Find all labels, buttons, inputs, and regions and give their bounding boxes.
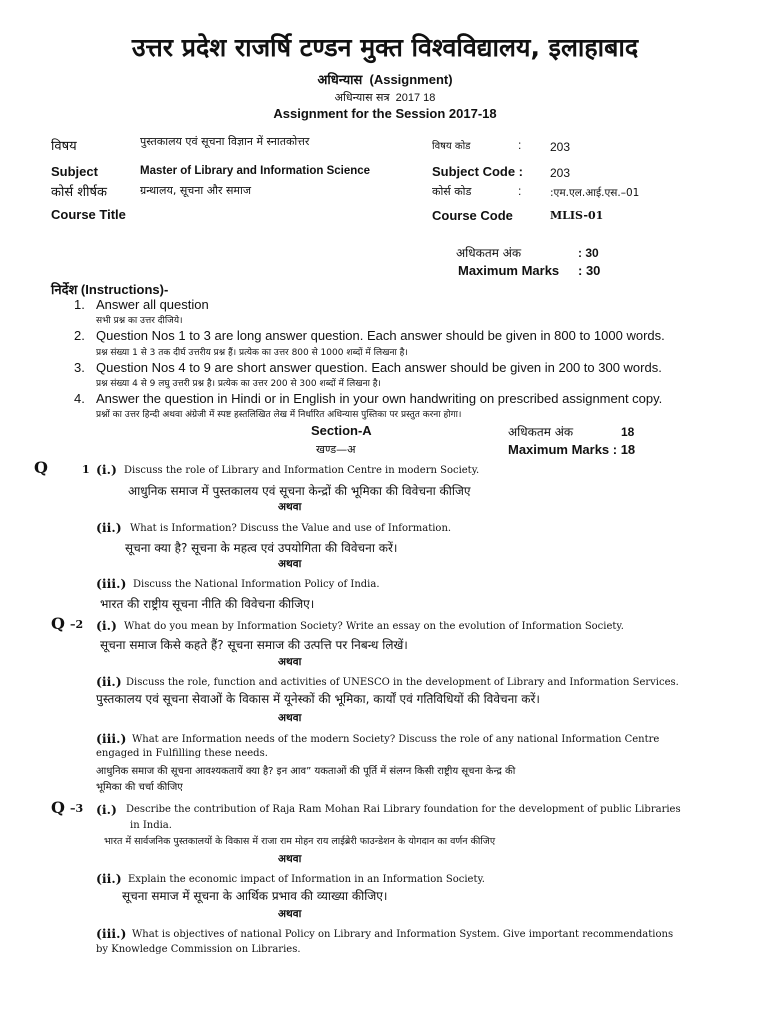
instruction-3-en: Question Nos 4 to 9 are short answer question. Each answer should be given in 200 to 300 words. bbox=[96, 360, 662, 375]
max-marks-hi: अधिकतम अंक bbox=[456, 246, 522, 260]
q1-part3-en: Discuss the National Information Policy of India. bbox=[133, 579, 380, 590]
q1-label: Q bbox=[34, 458, 48, 477]
or-separator: अथवा bbox=[278, 501, 302, 513]
instruction-2-en: Question Nos 1 to 3 are long answer question. Each answer should be given in 800 to 1000 words. bbox=[96, 328, 665, 343]
assignment-heading-hi: अधिन्यास bbox=[317, 73, 363, 88]
q3-part1-en-cont: in India. bbox=[130, 820, 172, 831]
q3-number: –3 bbox=[70, 802, 84, 815]
q1-part1-num: (i.) bbox=[96, 462, 117, 477]
session-hi bbox=[0, 90, 770, 105]
q3-part3-en-cont: by Knowledge Commission on Libraries. bbox=[96, 944, 301, 955]
subject-label-hi: विषय bbox=[51, 139, 77, 154]
section-max-hi: अधिकतम अंक bbox=[508, 425, 574, 439]
q3-part3-en: What is objectives of national Policy on Library and Information System. Give important recommendations bbox=[132, 929, 674, 940]
instruction-3-num: 3. bbox=[74, 360, 85, 375]
instruction-4-hi: प्रश्नों का उत्तर हिन्दी अथवा अंग्रेजी में स्पष्ट हस्तलिखित लेख में निर्धारित अधिन्यास पुस्तिका पर प्रस्तुत करना होगा। bbox=[96, 410, 462, 420]
instruction-3-hi: प्रश्न संख्या 4 से 9 लघु उत्तरी प्रश्न है। प्रत्येक का उत्तर 200 से 300 शब्दों में लिखना है। bbox=[96, 379, 381, 389]
or-separator: अथवा bbox=[278, 558, 302, 570]
session-year-hi: 2017 18 bbox=[395, 92, 436, 104]
course-label-en: Course Title bbox=[51, 207, 126, 222]
q2-part3-en: What are Information needs of the modern Society? Discuss the role of any national Information Centre bbox=[132, 734, 660, 745]
instruction-1-hi: सभी प्रश्न का उत्तर दीजिये। bbox=[96, 316, 183, 326]
q2-part3-num: (iii.) bbox=[96, 731, 127, 746]
course-label-hi: कोर्स शीर्षक bbox=[51, 185, 107, 200]
q1-number: 1 bbox=[82, 463, 90, 476]
max-marks-en-value: : 30 bbox=[578, 263, 601, 278]
session-label-hi: अधिन्यास सत्र bbox=[334, 91, 390, 104]
q2-part1-hi: सूचना समाज किसे कहते हैं? सूचना समाज की उत्पत्ति पर निबन्ध लिखें। bbox=[100, 638, 408, 652]
instruction-2-hi: प्रश्न संख्या 1 से 3 तक दीर्घ उत्तरीय प्रश्न हैं। प्रत्येक का उत्तर 800 से 1000 शब्दों में लिखना है। bbox=[96, 348, 408, 358]
q2-label: Q bbox=[51, 614, 65, 633]
subject-code-value-hi: 203 bbox=[550, 140, 571, 154]
q2-part2-num: (ii.) bbox=[96, 674, 122, 689]
q2-part3-hi-cont: भूमिका की चर्चा कीजिए bbox=[96, 782, 183, 793]
instruction-1-en: Answer all question bbox=[96, 297, 209, 312]
subject-code-colon-hi: : bbox=[518, 138, 522, 152]
q1-part3-hi: भारत की राष्ट्रीय सूचना नीति की विवेचना कीजिए। bbox=[100, 597, 315, 611]
or-separator: अथवा bbox=[278, 908, 302, 920]
q1-part1-hi: आधुनिक समाज में पुस्तकालय एवं सूचना केन्द्रों की भूमिका की विवेचना कीजिए bbox=[128, 484, 471, 498]
q3-part2-en: Explain the economic impact of Information in an Information Society. bbox=[128, 874, 485, 885]
instruction-4-num: 4. bbox=[74, 391, 85, 406]
course-code-label-en: Course Code bbox=[432, 208, 513, 223]
university-title: उत्तर प्रदेश राजर्षि टण्डन मुक्त विश्वविद्यालय, इलाहाबाद bbox=[131, 33, 639, 62]
course-code-label-hi: कोर्स कोड bbox=[432, 185, 472, 198]
subject-code-label-en: Subject Code : bbox=[432, 164, 524, 179]
q3-part1-num: (i.) bbox=[96, 802, 117, 817]
or-separator: अथवा bbox=[278, 712, 302, 724]
subject-label-en: Subject bbox=[51, 164, 98, 179]
q1-part3-num: (iii.) bbox=[96, 576, 127, 591]
instruction-1-num: 1. bbox=[74, 297, 85, 312]
assignment-heading-en: (Assignment) bbox=[369, 72, 453, 87]
q2-part1-num: (i.) bbox=[96, 618, 117, 633]
course-value-hi: ग्रन्थालय, सूचना और समाज bbox=[140, 184, 251, 197]
q1-part2-hi: सूचना क्या है? सूचना के महत्व एवं उपयोगिता की विवेचना करें। bbox=[125, 541, 398, 555]
q2-part2-en: Discuss the role, function and activities of UNESCO in the development of Library and Information Services. bbox=[126, 677, 679, 688]
or-separator: अथवा bbox=[278, 656, 302, 668]
max-marks-en: Maximum Marks bbox=[458, 263, 560, 278]
q1-part2-en: What is Information? Discuss the Value and use of Information. bbox=[130, 523, 452, 534]
course-code-colon-hi: : bbox=[518, 184, 522, 198]
q3-part1-hi: भारत में सार्वजनिक पुस्तकालयों के विकास में राजा राम मोहन राय लाईब्रेरी फाउन्डेशन के योगदान का वर्णन कीजिए bbox=[104, 836, 496, 847]
section-max-hi-value: 18 bbox=[621, 425, 635, 439]
max-marks-hi-value: : 30 bbox=[578, 246, 599, 260]
subject-value-en: Master of Library and Information Science bbox=[140, 165, 371, 177]
session-en: Assignment for the Session 2017-18 bbox=[273, 106, 497, 121]
q1-part1-en: Discuss the role of Library and Information Centre in modern Society. bbox=[124, 465, 480, 476]
q2-number: –2 bbox=[70, 618, 84, 631]
instructions-heading: निर्देश (Instructions)- bbox=[51, 282, 169, 297]
q3-part2-hi: सूचना समाज में सूचना के आर्थिक प्रभाव की व्याख्या कीजिए। bbox=[122, 889, 388, 903]
q2-part1-en: What do you mean by Information Society? Write an essay on the evolution of Information Society. bbox=[124, 621, 624, 632]
q3-part1-en: Describe the contribution of Raja Ram Mohan Rai Library foundation for the development of public Libraries bbox=[126, 804, 681, 815]
subject-value-hi: पुस्तकालय एवं सूचना विज्ञान में स्नातकोत्तर bbox=[140, 135, 310, 148]
q2-part3-hi: आधुनिक समाज की सूचना आवश्यकतायें क्या है? इन आव” यकताओं की पूर्ति में संलग्न किसी राष्ट्रीय सूचना केन्द्र की bbox=[96, 766, 516, 777]
assignment-heading bbox=[0, 70, 770, 88]
course-code-value-hi: :एम.एल.आई.एस.–01 bbox=[550, 187, 640, 199]
subject-code-value-en: 203 bbox=[550, 166, 571, 180]
subject-code-label-hi: विषय कोड bbox=[432, 141, 471, 152]
q2-part3-en-cont: engaged in Fulfilling these needs. bbox=[96, 748, 268, 759]
instruction-4-en: Answer the question in Hindi or in English in your own handwriting on prescribed assignment copy. bbox=[96, 391, 663, 406]
section-title-en: Section-A bbox=[311, 423, 372, 438]
instruction-2-num: 2. bbox=[74, 328, 85, 343]
q3-part2-num: (ii.) bbox=[96, 871, 122, 886]
section-max-en: Maximum Marks : 18 bbox=[508, 442, 636, 457]
q2-part2-hi: पुस्तकालय एवं सूचना सेवाओं के विकास में यूनेस्कों की भूमिका, कार्यों एवं गतिविधियों की विवेचना करें। bbox=[96, 692, 540, 706]
q3-label: Q bbox=[51, 798, 65, 817]
section-title-hi: खण्ड—अ bbox=[316, 443, 356, 456]
q1-part2-num: (ii.) bbox=[96, 520, 122, 535]
or-separator: अथवा bbox=[278, 853, 302, 865]
q3-part3-num: (iii.) bbox=[96, 926, 127, 941]
course-code-value-en: MLIS-01 bbox=[550, 209, 604, 222]
